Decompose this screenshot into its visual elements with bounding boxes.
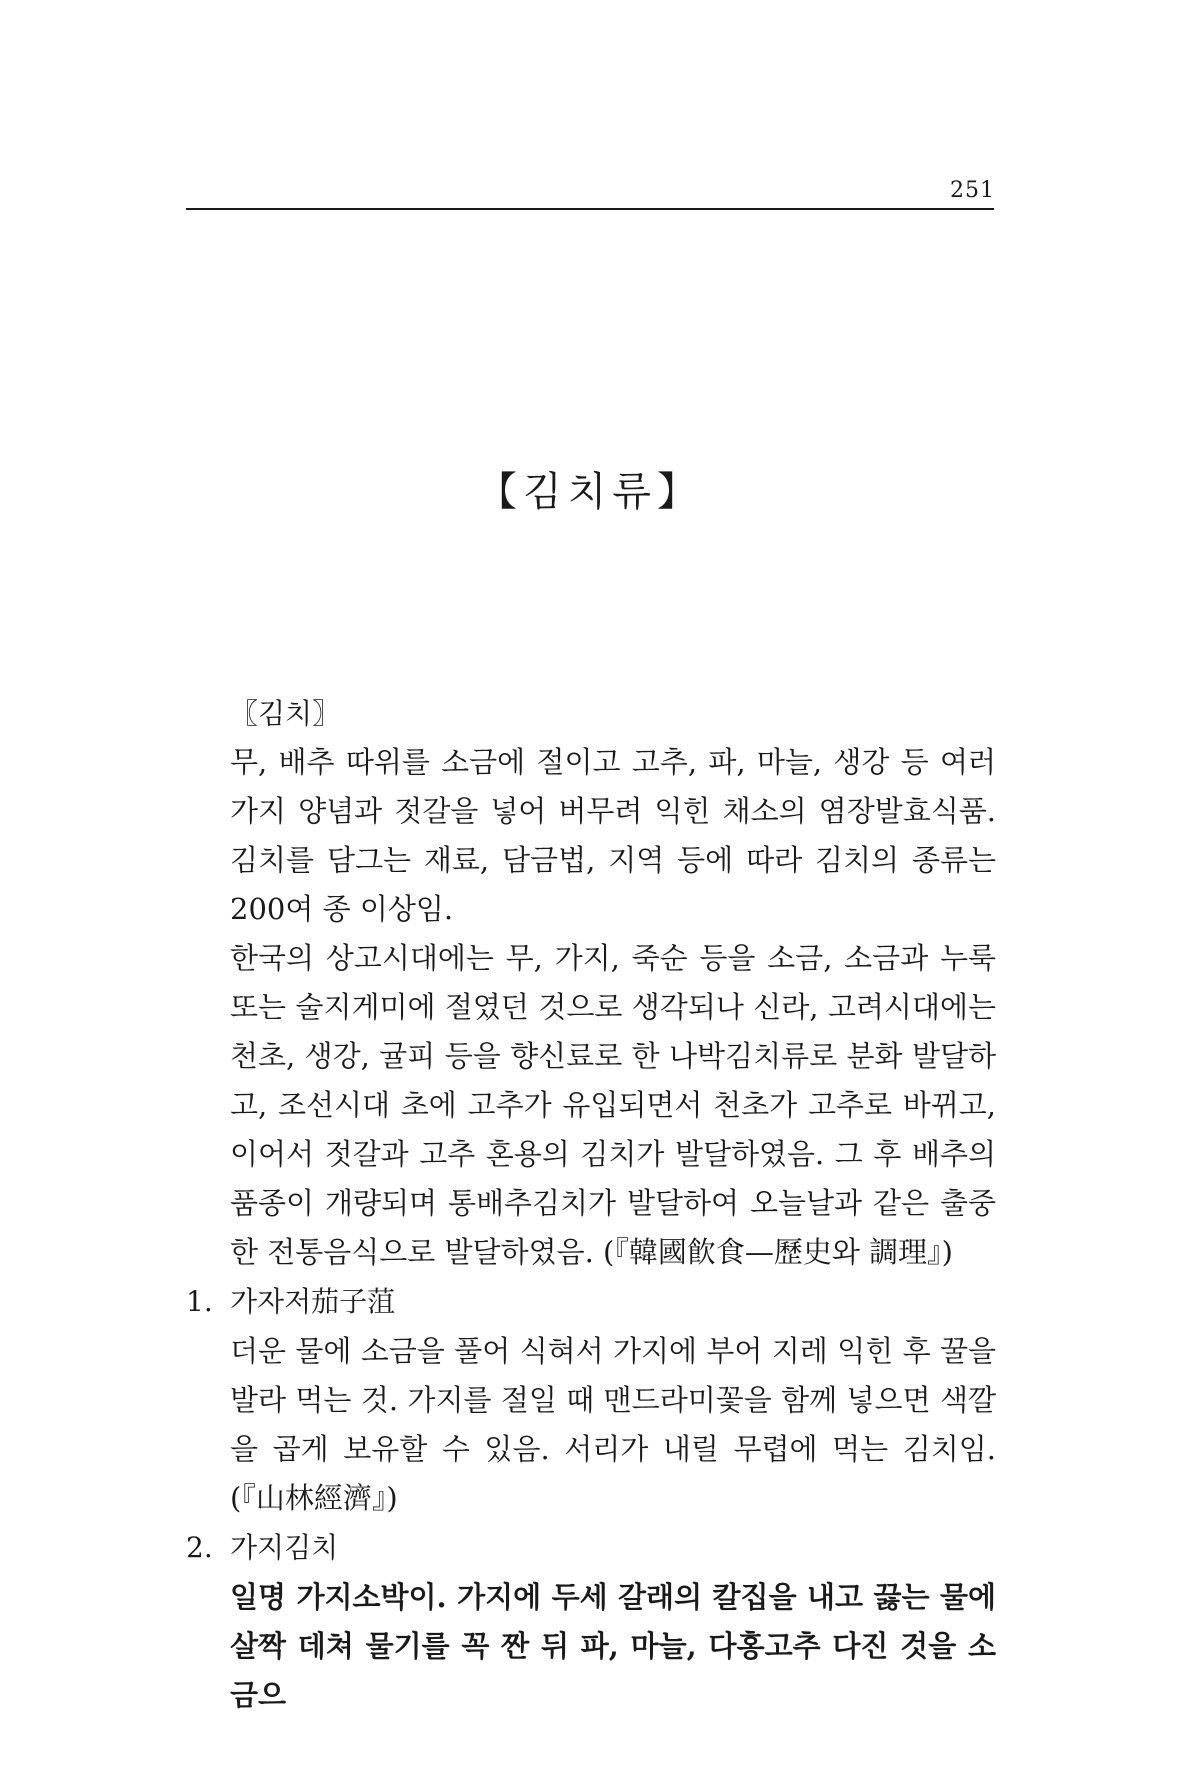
item-text: 일명 가지소박이. 가지에 두세 갈래의 칼집을 내고 끓는 물에 살짝 데쳐 물기를 꼭 짠 뒤 파, 마늘, 다홍고추 다진 것을 소금으 (230, 1580, 996, 1712)
item-title: 가지김치 (230, 1531, 339, 1564)
entry-paragraph: 한국의 상고시대에는 무, 가지, 죽순 등을 소금, 소금과 누룩 또는 술지게미에 절였던 것으로 생각되나 신라, 고려시대에는 천초, 생강, 귤피 등을 향신료로 한 나박김치류로 분화 발달하고, 조선시대 초에 고추가 유입되면서 천초가 고추로 바뀌고, 이어서 젓갈과 고추 혼용의 김치가 발달하였음. 그 후 배추의 품종이 개량되며 통배추김치가 발달하여 오늘날과 같은 출중한 전통음식으로 발달하였음. (『韓國飮食—歷史와 調理』) (230, 941, 996, 1269)
entry-paragraph: 무, 배추 따위를 소금에 절이고 고추, 파, 마늘, 생강 등 여러 가지 양념과 젓갈을 넣어 버무려 익힌 채소의 염장발효식품. 김치를 담그는 재료, 담금법, 지역 등에 따라 김치의 종류는 200여 종 이상임. (230, 745, 996, 926)
item-title: 가자저茄子菹 (230, 1285, 396, 1318)
item-number: 1. (186, 1285, 213, 1318)
numbered-item-heading (186, 1277, 996, 1327)
page-number: 251 (950, 178, 995, 203)
item-number: 2. (186, 1531, 213, 1564)
section-title: 【김치류】 (477, 469, 703, 515)
numbered-item-heading (186, 1523, 996, 1573)
item-text: 더운 물에 소금을 풀어 식혀서 가지에 부어 지레 익힌 후 꿀을 발라 먹는 것. 가지를 절일 때 맨드라미꽃을 함께 넣으면 색깔을 곱게 보유할 수 있음. 서리가 내릴 무렵에 먹는 김치임. (『山林經濟』) (230, 1334, 996, 1515)
page-body (186, 690, 996, 1720)
header-rule (186, 208, 994, 210)
entry-heading: 〖김치〗 (230, 697, 341, 730)
